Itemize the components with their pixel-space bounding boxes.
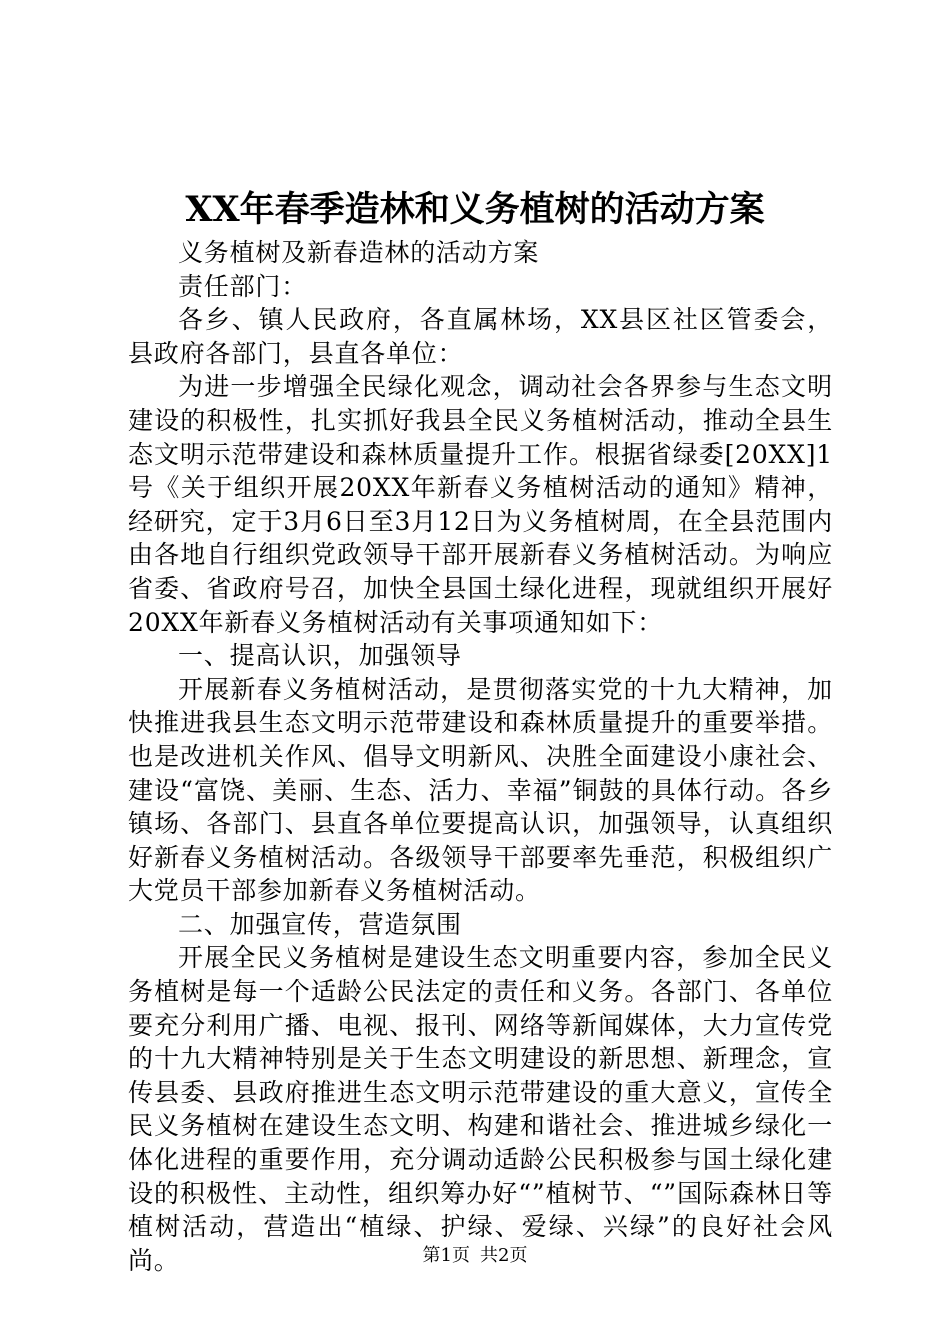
section-1-paragraph: 开展新春义务植树活动，是贯彻落实党的十九大精神，加快推进我县生态文明示范带建设和森林质量提升的重要举措。也是改进机关作风、倡导文明新风、决胜全面建设小康社会、建设“富饶、美丽、生态、活力、幸福”铜鼓的具体行动。各乡镇场、各部门、县直各单位要提高认识，加强领导，认真组织好新春义务植树活动。各级领导干部要率先垂范，积极组织广大党员干部参加新春义务植树活动。 (128, 674, 833, 906)
page-total: 共2页 (480, 1245, 528, 1266)
document-title: XX年春季造林和义务植树的活动方案 (185, 189, 765, 230)
department-label: 责任部门： (178, 271, 308, 301)
page-number: 第1页 (422, 1245, 470, 1266)
subtitle-paragraph: 义务植树及新春造林的活动方案 (178, 238, 540, 267)
section-heading-1: 一、提高认识，加强领导 (178, 641, 462, 671)
document-body (128, 236, 833, 1277)
section-heading-2: 二、加强宣传，营造氛围 (178, 909, 462, 939)
intro-paragraph: 为进一步增强全民绿化观念，调动社会各界参与生态文明建设的积极性，扎实抓好我县全民义务植树活动，推动全县生态文明示范带建设和森林质量提升工作。根据省绿委[20XX]1号《关于组织开展20XX年新春义务植树活动的通知》精神，经研究，定于3月6日至3月12日为义务植树周，在全县范围内由各地自行组织党政领导干部开展新春义务植树活动。为响应省委、省政府号召，加快全县国土绿化进程，现就组织开展好20XX年新春义务植树活动有关事项通知如下： (128, 372, 833, 637)
section-2-paragraph: 开展全民义务植树是建设生态文明重要内容，参加全民义务植树是每一个适龄公民法定的责任和义务。各部门、各单位要充分利用广播、电视、报刊、网络等新闻媒体，大力宣传党的十九大精神特别是关于生态文明建设的新思想、新理念，宣传县委、县政府推进生态文明示范带建设的重大意义，宣传全民义务植树在建设生态文明、构建和谐社会、推进城乡绿化一体化进程的重要作用，充分调动适龄公民积极参与国土绿化建设的积极性、主动性，组织筹办好“”植树节、“”国际森林日等植树活动，营造出“植绿、护绿、爱绿、兴绿”的良好社会风尚。 (128, 943, 833, 1275)
page-footer (0, 1244, 950, 1268)
addressee-paragraph: 各乡、镇人民政府，各直属林场，XX县区社区管委会，县政府各部门，县直各单位： (128, 305, 833, 368)
